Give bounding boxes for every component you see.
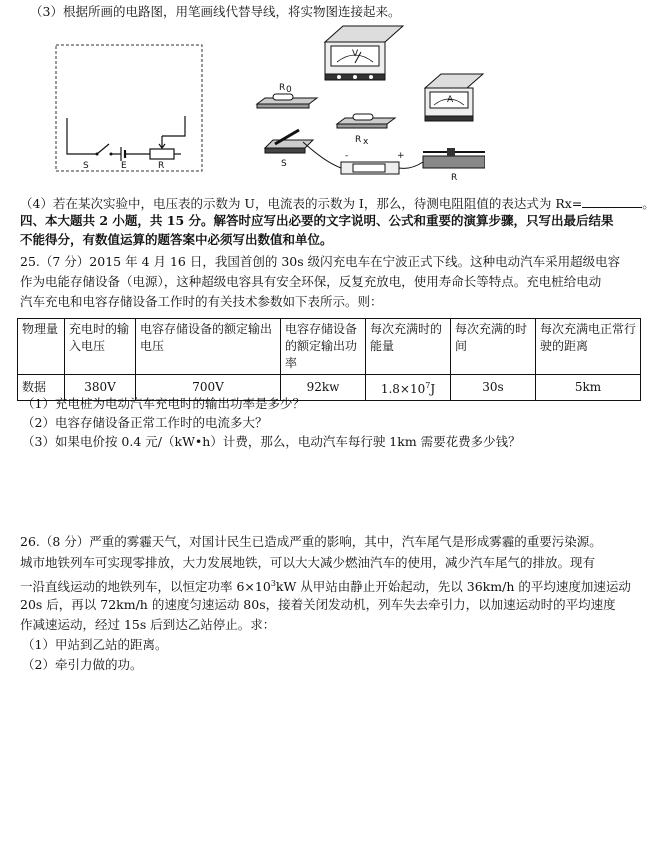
- answer-blank: [582, 195, 642, 208]
- q4-line: （4）若在某次实验中，电压表的示数为 U，电流表的示数为 I，那么，待测电阻阻值的表达式为 Rx= 。: [20, 196, 655, 211]
- apparatus-illustration: [255, 22, 485, 182]
- battery-minus: -: [345, 151, 349, 161]
- table-cell: $1.8\times 10^7J$: [366, 375, 451, 401]
- table-cell: 30s: [451, 375, 536, 401]
- switch-apparatus-label: S: [281, 159, 287, 169]
- section4-line2: 不能得分，有数值运算的题答案中必须写出数值和单位。: [20, 232, 333, 247]
- q26-line4: 20s 后，再以 72km/h 的速度匀速运动 80s，接着关闭发动机，列车失去牵引力，以加速运动时的平均速度: [20, 597, 616, 612]
- parameter-table: [17, 318, 641, 401]
- table-header: 充电时的输入电压: [65, 319, 136, 375]
- q26-line3: 一沿直线运动的地铁列车，以恒定功率 $6\times 10^3kW$ 从甲站由静止开始起动，先以 36km/h 的平均速度加速运动: [20, 579, 631, 595]
- ammeter-illustration: [425, 74, 483, 121]
- battery-plus: +: [397, 151, 405, 161]
- q25-sub1: （1）充电桩为电动汽车充电时的输出功率是多少？: [22, 396, 305, 411]
- table-header: 每次充满时的能量: [366, 319, 451, 375]
- rx-label: R: [355, 135, 362, 145]
- table-header: 每次充满电正常行驶的距离: [536, 319, 641, 375]
- table-header-row: [18, 319, 641, 375]
- rheostat-illustration: [423, 148, 485, 182]
- rx-resistor-illustration: [337, 114, 395, 147]
- circuit-diagram: [55, 44, 205, 174]
- r0-resistor-illustration: [257, 83, 317, 108]
- q25-line1: 25.（7 分）2015 年 4 月 16 日，我国首创的 30s 级闪充电车在宁波正式下线。这种电动汽车采用超级电容: [20, 254, 621, 269]
- switch-label: S: [83, 161, 89, 171]
- table-row-label: 数据: [18, 375, 65, 401]
- section4-line1: 四、本大题共 2 小题，共 15 分。解答时应写出必要的文字说明、公式和重要的演算步骤，只写出最后结果: [20, 213, 614, 228]
- r0-subscript: 0: [286, 85, 292, 95]
- rheostat-apparatus-label: R: [451, 173, 458, 182]
- battery-label: E: [121, 161, 127, 171]
- table-header: 物理量: [18, 319, 65, 375]
- voltmeter-label: V: [352, 49, 359, 59]
- r0-label: R: [279, 83, 286, 93]
- q26-sub1: （1）甲站到乙站的距离。: [22, 637, 168, 652]
- q25-sub2: （2）电容存储设备正常工作时的电流多大？: [22, 415, 268, 430]
- table-cell: 92kw: [281, 375, 366, 401]
- table-cell: 380V: [65, 375, 136, 401]
- battery-illustration: [341, 151, 405, 174]
- ammeter-label: A: [447, 95, 454, 105]
- q26-sub2: （2）牵引力做的功。: [22, 657, 143, 672]
- voltmeter-illustration: [325, 26, 403, 80]
- q25-sub3: （3）如果电价按 0.4 元/（kW•h）计费，那么，电动汽车每行驶 1km 需要花费多少钱？: [22, 434, 521, 449]
- q26-line2: 城市地铁列车可实现零排放，大力发展地铁，可以大大减少燃油汽车的使用，减少汽车尾气的排放。现有: [20, 555, 596, 570]
- q25-line2: 作为电能存储设备（电源），这种超级电容具有安全环保，反复充放电，使用寿命长等特点。充电桩给电动: [20, 274, 602, 289]
- q25-line3: 汽车充电和电容存储设备工作时的有关技术参数如下表所示。则：: [20, 294, 383, 309]
- q3-instruction: （3）根据所画的电路图，用笔画线代替导线，将实物图连接起来。: [30, 4, 401, 19]
- switch-illustration: [265, 130, 313, 169]
- rheostat-label: R: [158, 161, 165, 171]
- table-header: 电容存储设备的额定输出功率: [281, 319, 366, 375]
- table-cell: 5km: [536, 375, 641, 401]
- q26-line5: 作减速运动，经过 15s 后到达乙站停止。求：: [20, 617, 276, 632]
- rx-subscript: x: [363, 137, 369, 147]
- q26-line1: 26.（8 分）严重的雾霾天气，对国计民生已造成严重的影响，其中，汽车尾气是形成雾霾的重要污染源。: [20, 534, 602, 549]
- table-header: 每次充满的时间: [451, 319, 536, 375]
- table-header: 电容存储设备的额定输出电压: [136, 319, 281, 375]
- table-cell: 700V: [136, 375, 281, 401]
